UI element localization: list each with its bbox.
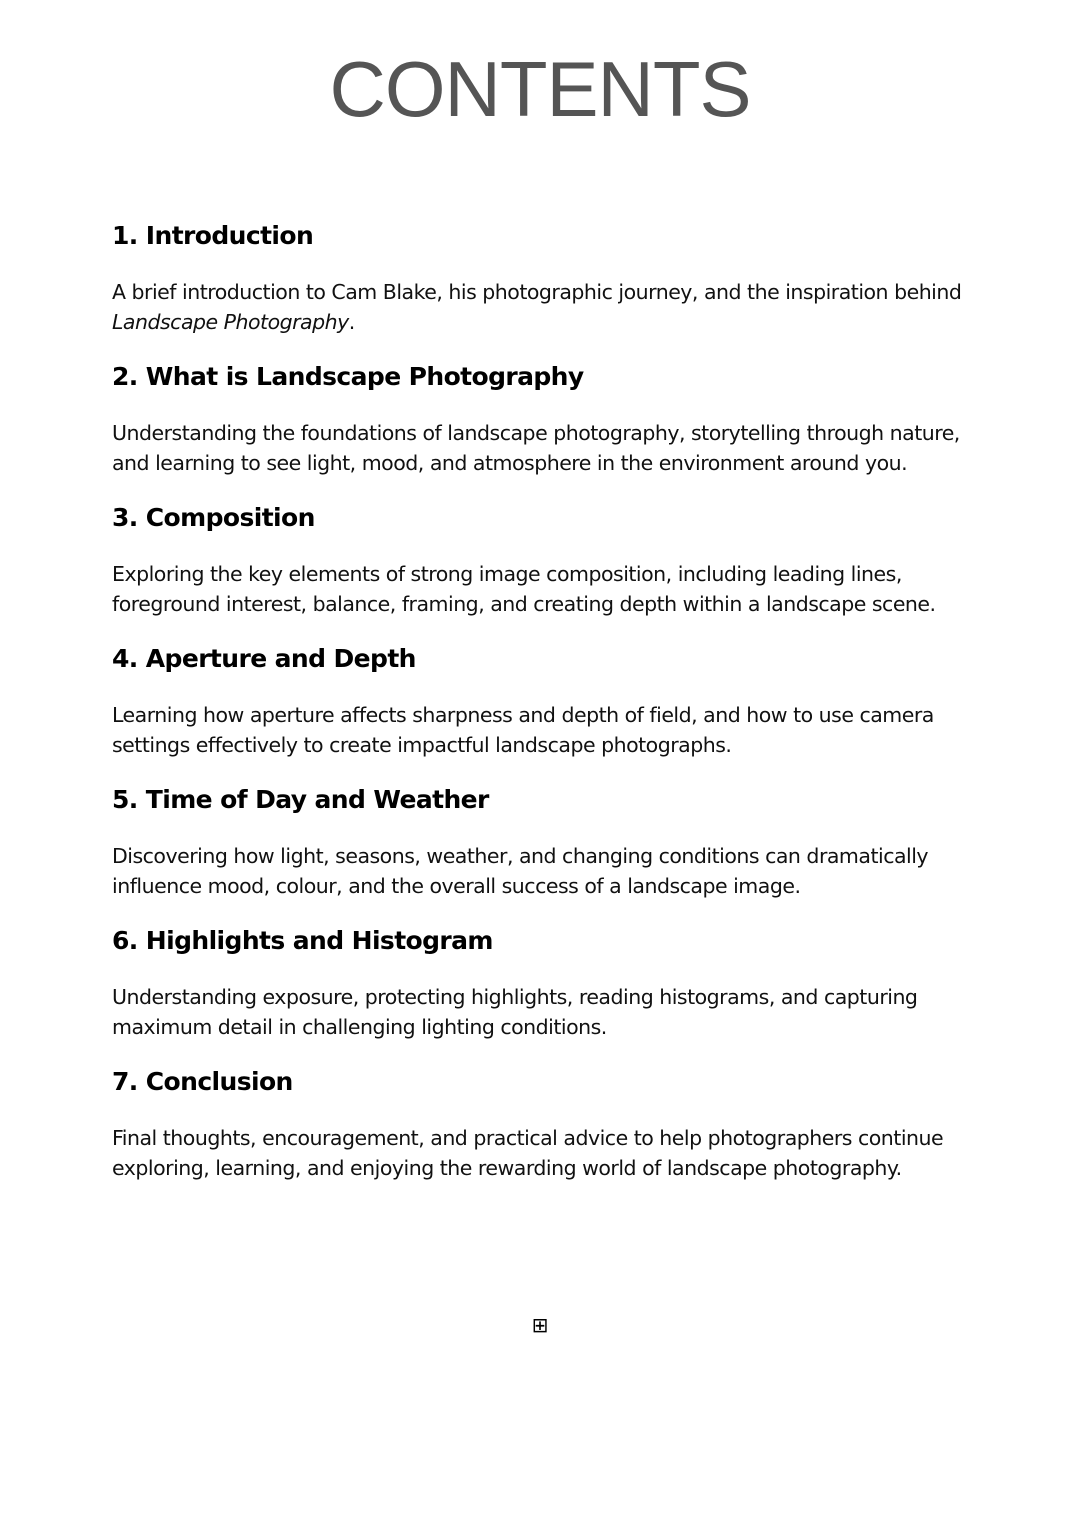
section-heading: 7. Conclusion: [112, 1067, 293, 1096]
section-heading: 3. Composition: [112, 503, 315, 532]
book-title-italic: Landscape Photography: [112, 310, 349, 334]
section-heading: 2. What is Landscape Photography: [112, 362, 584, 391]
section-highlights-and-histogram: [112, 924, 982, 1042]
section-aperture-and-depth: [112, 642, 982, 760]
page-title: CONTENTS: [329, 45, 751, 133]
contents-list: [112, 219, 982, 1206]
section-time-of-day-and-weather: [112, 783, 982, 901]
section-introduction: [112, 219, 982, 337]
section-description: Understanding exposure, protecting highlights, reading histograms, and capturing maximum detail in challenging lighting conditions.: [112, 985, 918, 1039]
section-description: Final thoughts, encouragement, and practical advice to help photographers continue exploring, learning, and enjoying the rewarding world of landscape photography.: [112, 1126, 944, 1180]
section-heading: 4. Aperture and Depth: [112, 644, 416, 673]
section-description: [112, 277, 982, 337]
section-description: Understanding the foundations of landscape photography, storytelling through nature, and learning to see light, mood, and atmosphere in the environment around you.: [112, 421, 960, 475]
section-heading: 6. Highlights and Histogram: [112, 926, 493, 955]
section-composition: [112, 501, 982, 619]
section-description: Learning how aperture affects sharpness and depth of field, and how to use camera settings effectively to create impactful landscape photographs.: [112, 703, 934, 757]
section-what-is-landscape-photography: [112, 360, 982, 478]
section-heading: 1. Introduction: [112, 221, 314, 250]
section-description: Discovering how light, seasons, weather, and changing conditions can dramatically influence mood, colour, and the overall success of a landscape image.: [112, 844, 929, 898]
section-heading: 5. Time of Day and Weather: [112, 785, 489, 814]
description-text-end: .: [348, 310, 355, 334]
description-text: A brief introduction to Cam Blake, his photographic journey, and the inspiration behind: [112, 280, 962, 304]
section-conclusion: [112, 1065, 982, 1183]
squared-plus-icon: ⊞: [531, 1313, 549, 1337]
section-description: Exploring the key elements of strong image composition, including leading lines, foreground interest, balance, framing, and creating depth within a landscape scene.: [112, 562, 936, 616]
